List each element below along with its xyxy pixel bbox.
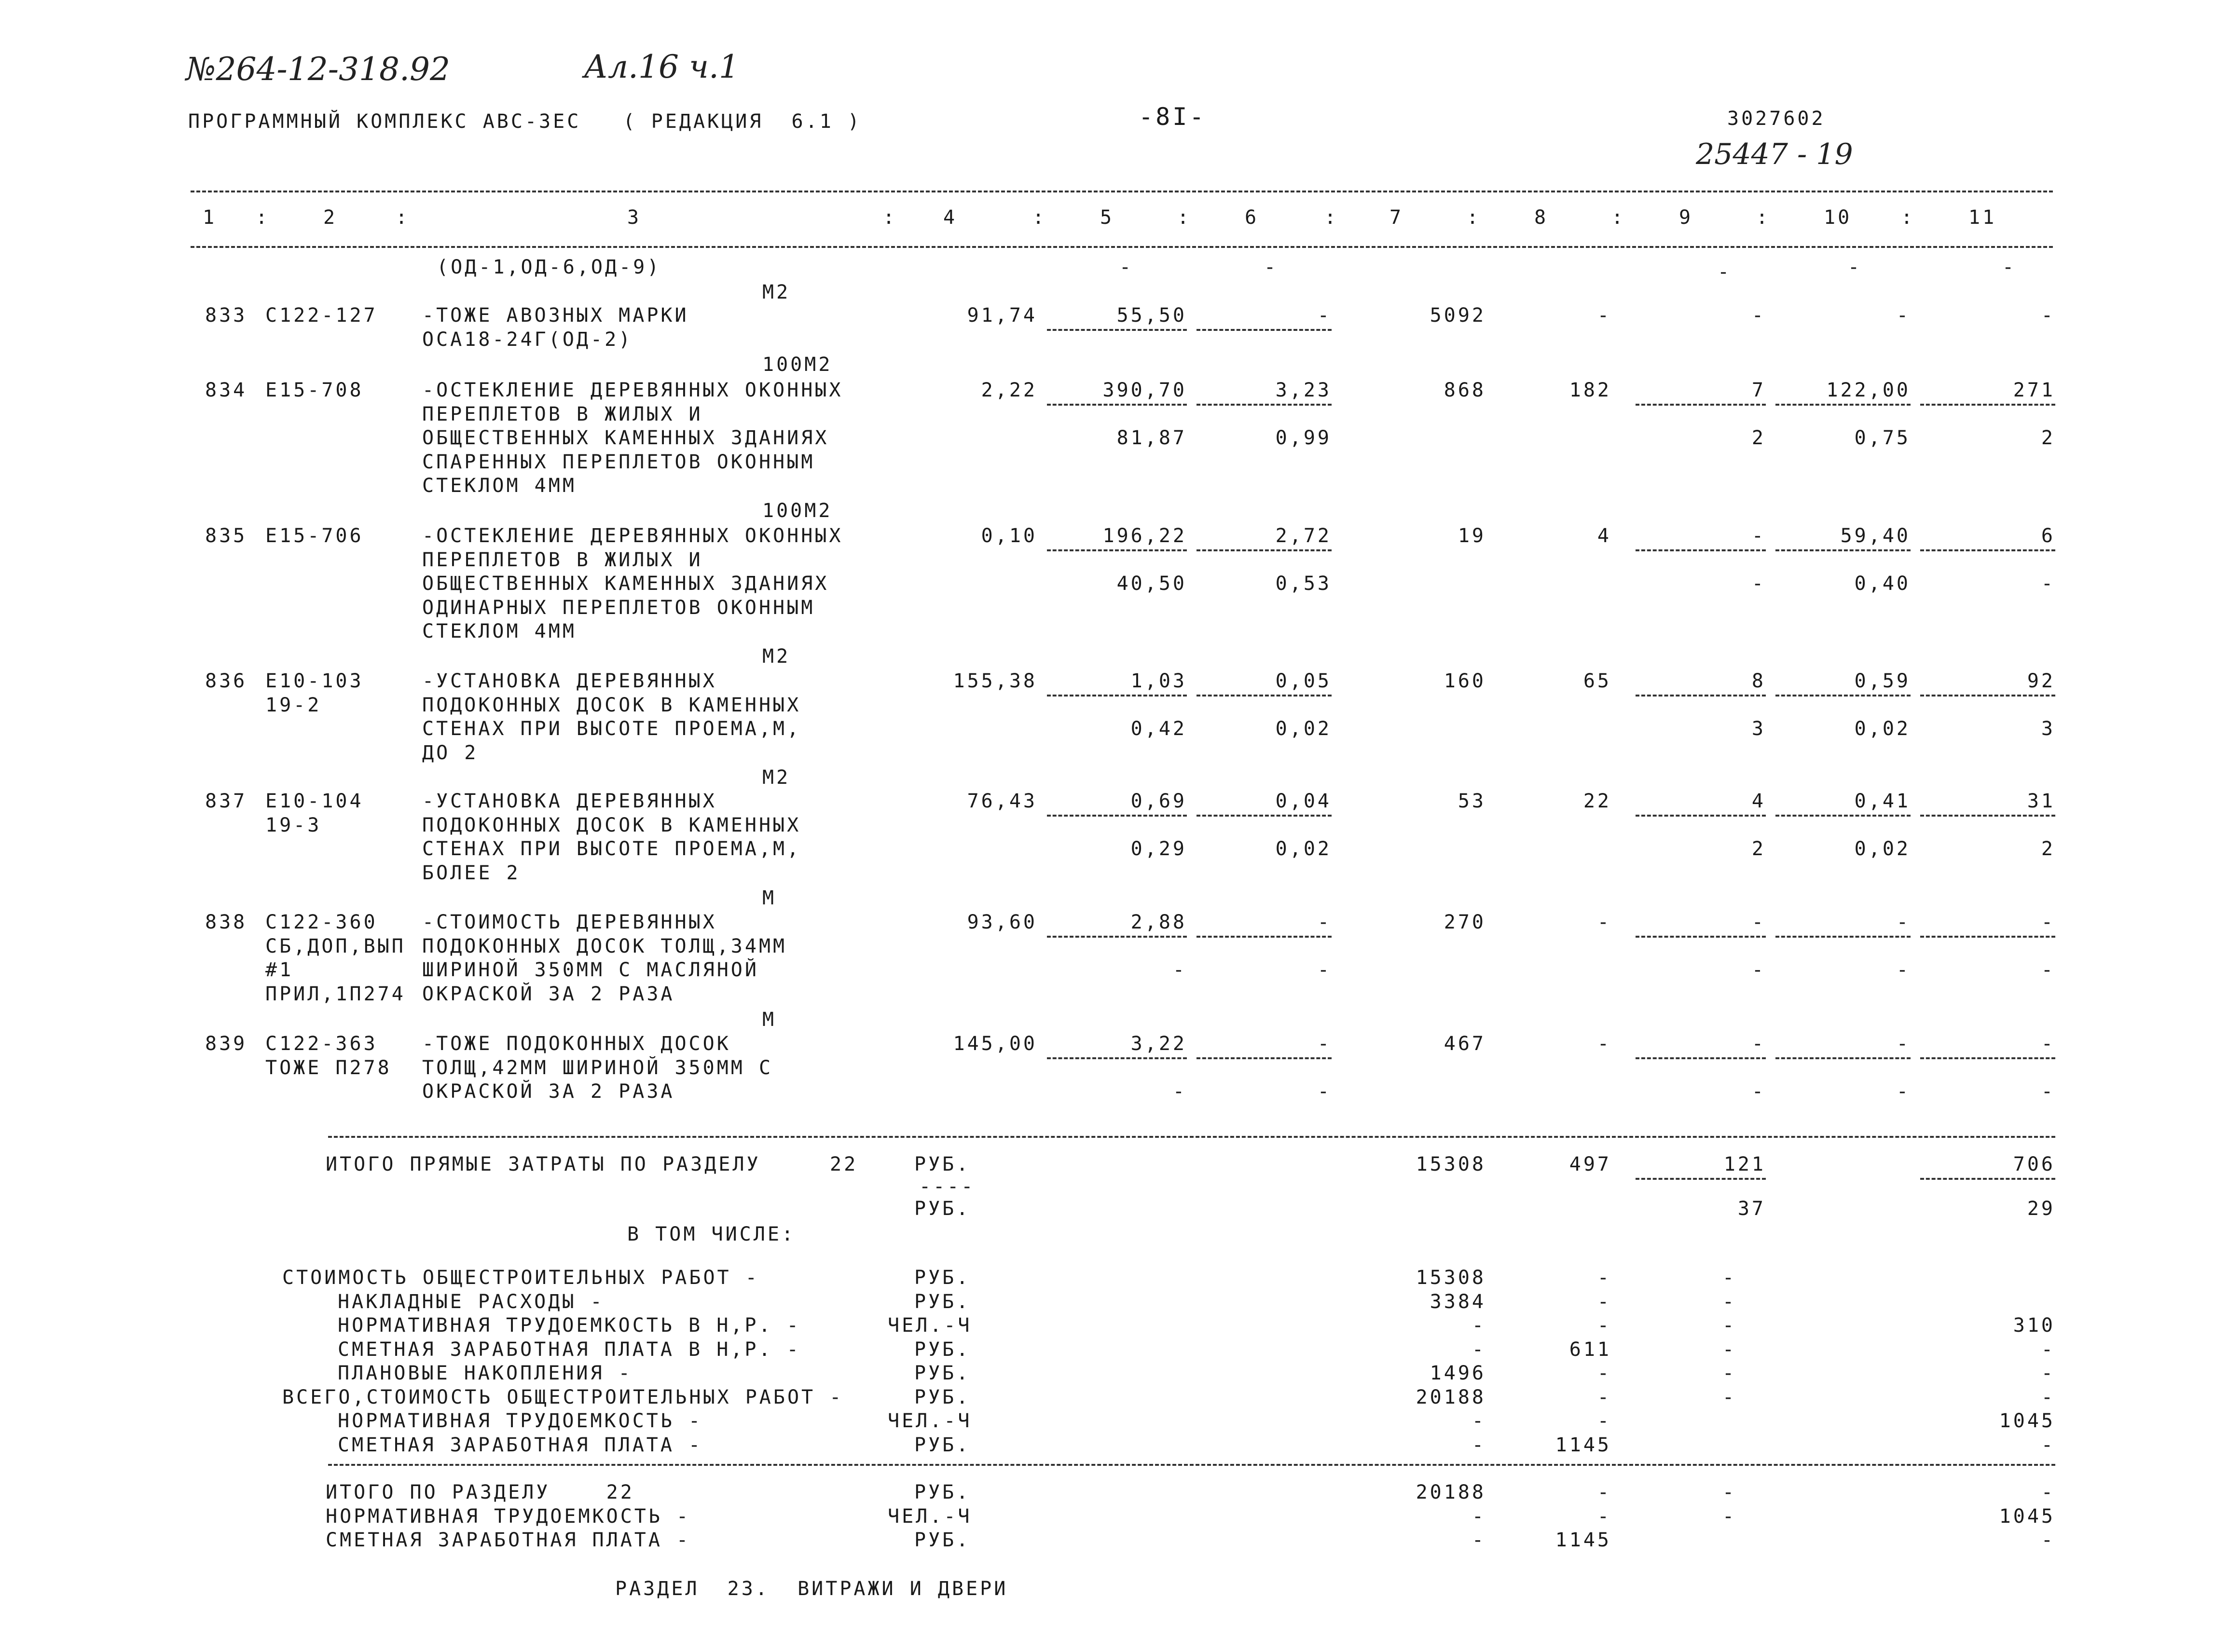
labour-total-lower: 3: [2041, 718, 2055, 740]
unit-dash: ----: [919, 1175, 976, 1198]
machine-cost: -: [1722, 1481, 1737, 1503]
row-sub-rule: [1197, 404, 1332, 406]
row-sub-rule: [1047, 1057, 1187, 1059]
unit-label: РУБ.: [914, 1362, 971, 1384]
unit-label: РУБ.: [914, 1481, 971, 1503]
total-cost: 15308: [1416, 1153, 1486, 1175]
column-separator: :: [1901, 206, 1915, 229]
labour-total-lower: 29: [2027, 1198, 2055, 1220]
labour-total: 706: [2013, 1153, 2055, 1175]
column-header: 11: [1968, 206, 1997, 229]
row-sub-rule: [1920, 936, 2055, 938]
machine-wages: 3: [1751, 718, 1766, 740]
unit-machine-wages: -: [1317, 959, 1332, 981]
machine-wages: -: [1751, 959, 1766, 981]
machine-cost: -: [1722, 1290, 1737, 1313]
rate-code: ТОЖЕ П278: [265, 1056, 392, 1079]
unit-label: ЧЕЛ.-Ч: [888, 1505, 972, 1528]
labour-rate-lower: -: [1896, 959, 1911, 981]
unit-machine-wages: 0,99: [1275, 427, 1332, 449]
breakdown-label: СТОИМОСТЬ ОБЩЕСТРОИТЕЛЬНЫХ РАБОТ -: [282, 1267, 759, 1289]
labour-total: -: [2041, 1434, 2055, 1456]
wages-cost: 65: [1583, 670, 1611, 692]
work-description: ОКРАСКОЙ ЗА 2 РАЗА: [422, 1080, 675, 1103]
breakdown-label: ВСЕГО,СТОИМОСТЬ ОБЩЕСТРОИТЕЛЬНЫХ РАБОТ -: [282, 1386, 844, 1408]
quantity: 93,60: [967, 911, 1037, 933]
total-cost: -: [1472, 1529, 1486, 1551]
next-section-title: РАЗДЕЛ 23. ВИТРАЖИ И ДВЕРИ: [615, 1578, 1008, 1600]
cell: -: [2002, 256, 2017, 278]
machine-cost: -: [1722, 1386, 1737, 1408]
row-sub-rule: [1775, 549, 1911, 551]
section-number: 22: [830, 1153, 858, 1175]
labour-total-lower: -: [2041, 1080, 2055, 1103]
labour-rate: 59,40: [1840, 525, 1911, 547]
unit-price: 0,69: [1130, 790, 1187, 812]
labour-total: 92: [2027, 670, 2055, 692]
unit-machine-cost: 0,05: [1275, 670, 1332, 692]
machine-cost: -: [1722, 1362, 1737, 1384]
work-description: -ОСТЕКЛЕНИЕ ДЕРЕВЯННЫХ ОКОННЫХ: [422, 525, 843, 547]
unit-price-wages: -: [1172, 1080, 1187, 1103]
final-total-rule: [328, 1464, 2055, 1466]
unit-label: РУБ.: [914, 1386, 971, 1408]
work-description: ПОДОКОННЫХ ДОСОК ТОЛЩ,34ММ: [422, 935, 787, 957]
unit-machine-wages: 0,53: [1275, 573, 1332, 595]
unit-machine-wages: 0,02: [1275, 838, 1332, 860]
row-sub-rule: [1047, 549, 1187, 551]
labour-total: -: [2041, 304, 2055, 327]
breakdown-label: НОРМАТИВНАЯ ТРУДОЕМКОСТЬ В Н,Р. -: [338, 1314, 801, 1337]
row-sub-rule: [1636, 1057, 1766, 1059]
row-sub-rule: [1920, 695, 2055, 696]
row-sub-rule: [1047, 695, 1187, 696]
total-cost: 5092: [1430, 304, 1486, 327]
machine-wages: 2: [1751, 427, 1766, 449]
labour-total: -: [2041, 1033, 2055, 1055]
labour-total: 31: [2027, 790, 2055, 812]
total-cost: 20188: [1416, 1481, 1486, 1503]
wages-cost: -: [1597, 1410, 1611, 1432]
labour-total: -: [2041, 1362, 2055, 1384]
unit-machine-wages: -: [1317, 1080, 1332, 1103]
rate-code: С122-360: [265, 911, 378, 933]
work-description: -УСТАНОВКА ДЕРЕВЯННЫХ: [422, 790, 717, 812]
total-cost: 868: [1444, 379, 1486, 401]
column-separator: :: [1032, 206, 1047, 229]
labour-total: 6: [2041, 525, 2055, 547]
machine-cost: -: [1722, 1267, 1737, 1289]
breakdown-label: СМЕТНАЯ ЗАРАБОТНАЯ ПЛАТА В Н,Р. -: [338, 1338, 801, 1361]
wages-cost: -: [1597, 1033, 1611, 1055]
row-sub-rule: [1775, 404, 1911, 406]
rate-code: ПРИЛ,1П274: [265, 983, 406, 1005]
doc-code: 3027602: [1727, 108, 1826, 130]
total-cost: 160: [1444, 670, 1486, 692]
unit-label: РУБ.: [914, 1434, 971, 1456]
quantity: 155,38: [953, 670, 1037, 692]
wages-cost: -: [1597, 1267, 1611, 1289]
machine-cost: -: [1751, 525, 1766, 547]
row-number: 838: [205, 911, 248, 933]
row-sub-rule: [1636, 404, 1766, 406]
total-cost: 270: [1444, 911, 1486, 933]
unit-machine-cost: 2,72: [1275, 525, 1332, 547]
labour-total-lower: -: [2041, 959, 2055, 981]
unit-price: 196,22: [1102, 525, 1187, 547]
unit-machine-cost: 0,04: [1275, 790, 1332, 812]
unit-price-wages: 40,50: [1116, 573, 1187, 595]
cell: -: [1848, 256, 1862, 278]
unit-price: 1,03: [1130, 670, 1187, 692]
rate-code: С122-363: [265, 1033, 378, 1055]
unit-label: РУБ.: [914, 1529, 971, 1551]
work-description: ПЕРЕПЛЕТОВ В ЖИЛЫХ И: [422, 548, 703, 571]
column-header: 10: [1824, 206, 1852, 229]
work-description: БОЛЕЕ 2: [422, 861, 521, 884]
unit-label: РУБ.: [914, 1153, 971, 1175]
machine-cost: -: [1751, 304, 1766, 327]
unit-label: 100М2: [762, 354, 833, 376]
row-sub-rule: [1775, 936, 1911, 938]
rate-code: Е10-103: [265, 670, 364, 692]
unit-label: ЧЕЛ.-Ч: [888, 1410, 972, 1432]
row-sub-rule: [1636, 815, 1766, 817]
column-header: 2: [323, 206, 338, 229]
unit-machine-wages: 0,02: [1275, 718, 1332, 740]
row-sub-rule: [1920, 549, 2055, 551]
unit-label: РУБ.: [914, 1338, 971, 1361]
column-separator: :: [256, 206, 270, 229]
row-sub-rule: [1197, 815, 1332, 817]
column-header: 4: [943, 206, 958, 229]
row-sub-rule: [1197, 936, 1332, 938]
unit-price-wages: 81,87: [1116, 427, 1187, 449]
unit-machine-cost: 3,23: [1275, 379, 1332, 401]
work-description: ОБЩЕСТВЕННЫХ КАМЕННЫХ ЗДАНИЯХ: [422, 427, 829, 449]
row-sub-rule: [1920, 404, 2055, 406]
wages-cost: -: [1597, 304, 1611, 327]
work-description: ПОДОКОННЫХ ДОСОК В КАМЕННЫХ: [422, 694, 801, 716]
machine-cost: -: [1722, 1338, 1737, 1361]
unit-label: М2: [762, 645, 791, 668]
row-number: 833: [205, 304, 248, 327]
section-total-rule: [328, 1136, 2055, 1138]
unit-label: М2: [762, 766, 791, 789]
final-total-label: СМЕТНАЯ ЗАРАБОТНАЯ ПЛАТА -: [326, 1529, 691, 1551]
labour-total: 1045: [1999, 1410, 2055, 1432]
breakdown-label: СМЕТНАЯ ЗАРАБОТНАЯ ПЛАТА -: [338, 1434, 703, 1456]
machine-cost: 121: [1723, 1153, 1766, 1175]
labour-rate: 0,41: [1854, 790, 1911, 812]
program-title: ПРОГРАММНЫЙ КОМПЛЕКС АВС-ЗЕС ( РЕДАКЦИЯ 6.1 ): [188, 110, 862, 133]
unit-price-wages: -: [1172, 959, 1187, 981]
rate-code: С122-127: [265, 304, 378, 327]
unit-price: 55,50: [1116, 304, 1187, 327]
handwritten-code: 25447 - 19: [1696, 137, 1853, 171]
total-cost: -: [1472, 1434, 1486, 1456]
row-sub-rule: [1920, 1178, 2055, 1180]
column-header: 9: [1679, 206, 1693, 229]
column-separator: :: [883, 206, 897, 229]
machine-wages: -: [1751, 1080, 1766, 1103]
work-description: -СТОИМОСТЬ ДЕРЕВЯННЫХ: [422, 911, 717, 933]
breakdown-label: ПЛАНОВЫЕ НАКОПЛЕНИЯ -: [338, 1362, 633, 1384]
work-description: ДО 2: [422, 741, 479, 764]
column-separator: :: [1611, 206, 1626, 229]
total-cost: 53: [1458, 790, 1486, 812]
row-sub-rule: [1775, 815, 1911, 817]
work-description: СТЕНАХ ПРИ ВЫСОТЕ ПРОЕМА,М,: [422, 718, 801, 740]
wages-cost: 22: [1583, 790, 1611, 812]
wages-cost: 4: [1597, 525, 1611, 547]
machine-wages: 37: [1737, 1198, 1766, 1220]
breakdown-label: НОРМАТИВНАЯ ТРУДОЕМКОСТЬ -: [338, 1410, 703, 1432]
total-cost: 15308: [1416, 1267, 1486, 1289]
cell: -: [1119, 256, 1134, 278]
unit-label: РУБ.: [914, 1267, 971, 1289]
labour-total: 271: [2013, 379, 2055, 401]
unit-label: М2: [762, 281, 791, 303]
labour-rate: -: [1896, 1033, 1911, 1055]
work-description: -ТОЖЕ АВОЗНЫХ МАРКИ: [422, 304, 689, 327]
column-separator: :: [396, 206, 410, 229]
rate-code: 19-3: [265, 814, 322, 836]
machine-cost: 8: [1751, 670, 1766, 692]
quantity: 2,22: [981, 379, 1037, 401]
labour-rate: -: [1896, 304, 1911, 327]
row-sub-rule: [1636, 1178, 1766, 1180]
work-description: ПОДОКОННЫХ ДОСОК В КАМЕННЫХ: [422, 814, 801, 836]
work-description: СТЕКЛОМ 4ММ: [422, 620, 577, 642]
rate-code: Е10-104: [265, 790, 364, 812]
cell: -: [1264, 256, 1279, 278]
labour-total: -: [2041, 911, 2055, 933]
total-cost: 19: [1458, 525, 1486, 547]
unit-label: М: [762, 1009, 777, 1031]
labour-total: -: [2041, 1481, 2055, 1503]
labour-rate: -: [1896, 911, 1911, 933]
unit-price: 3,22: [1130, 1033, 1187, 1055]
row-number: 835: [205, 525, 248, 547]
unit-price: 2,88: [1130, 911, 1187, 933]
labour-total-lower: 2: [2041, 838, 2055, 860]
column-separator: :: [1324, 206, 1339, 229]
total-cost: 467: [1444, 1033, 1486, 1055]
rate-code: Е15-706: [265, 525, 364, 547]
including-label: В ТОМ ЧИСЛЕ:: [627, 1223, 796, 1245]
wages-cost: 1145: [1555, 1529, 1611, 1551]
labour-rate: 0,59: [1854, 670, 1911, 692]
unit-label: ЧЕЛ.-Ч: [888, 1314, 972, 1337]
carry-over-text: (ОД-1,ОД-6,ОД-9): [437, 256, 661, 278]
machine-cost: -: [1751, 911, 1766, 933]
final-total-label: ИТОГО ПО РАЗДЕЛУ 22: [326, 1481, 634, 1503]
row-sub-rule: [1636, 695, 1766, 696]
wages-cost: -: [1597, 1386, 1611, 1408]
handwritten-ref: №264-12-318.92: [186, 51, 450, 88]
work-description: СТЕКЛОМ 4ММ: [422, 475, 577, 497]
row-number: 837: [205, 790, 248, 812]
machine-wages: -: [1751, 573, 1766, 595]
column-header: 5: [1100, 206, 1114, 229]
rate-code: СБ,ДОП,ВЫП: [265, 935, 406, 957]
labour-rate: 122,00: [1826, 379, 1911, 401]
column-header: 8: [1534, 206, 1549, 229]
work-description: ШИРИНОЙ 350ММ С МАСЛЯНОЙ: [422, 959, 759, 981]
row-number: 839: [205, 1033, 248, 1055]
labour-total: 310: [2013, 1314, 2055, 1337]
unit-label: РУБ.: [914, 1290, 971, 1313]
total-cost: -: [1472, 1338, 1486, 1361]
work-description: СТЕНАХ ПРИ ВЫСОТЕ ПРОЕМА,М,: [422, 838, 801, 860]
row-sub-rule: [1197, 1057, 1332, 1059]
machine-wages: 2: [1751, 838, 1766, 860]
unit-label: РУБ.: [914, 1198, 971, 1220]
machine-cost: -: [1722, 1505, 1737, 1528]
column-separator: :: [1467, 206, 1481, 229]
column-header: 7: [1389, 206, 1404, 229]
labour-total-lower: 2: [2041, 427, 2055, 449]
work-description: -ТОЖЕ ПОДОКОННЫХ ДОСОК: [422, 1033, 731, 1055]
quantity: 76,43: [967, 790, 1037, 812]
unit-label: 100М2: [762, 500, 833, 522]
total-cost: 1496: [1430, 1362, 1486, 1384]
quantity: 145,00: [953, 1033, 1037, 1055]
row-sub-rule: [1636, 936, 1766, 938]
row-sub-rule: [1197, 329, 1332, 331]
section-total-label: ИТОГО ПРЯМЫЕ ЗАТРАТЫ ПО РАЗДЕЛУ: [326, 1153, 761, 1175]
work-description: -ОСТЕКЛЕНИЕ ДЕРЕВЯННЫХ ОКОННЫХ: [422, 379, 843, 401]
column-separator: :: [1177, 206, 1192, 229]
labour-rate-lower: 0,40: [1854, 573, 1911, 595]
unit-label: М: [762, 887, 777, 909]
wages-cost: 611: [1569, 1338, 1611, 1361]
total-cost: 20188: [1416, 1386, 1486, 1408]
column-header: 6: [1245, 206, 1259, 229]
row-sub-rule: [1197, 549, 1332, 551]
wages-cost: -: [1597, 1505, 1611, 1528]
wages-cost: 182: [1569, 379, 1611, 401]
labour-total-lower: -: [2041, 573, 2055, 595]
quantity: 91,74: [967, 304, 1037, 327]
breakdown-label: НАКЛАДНЫЕ РАСХОДЫ -: [338, 1290, 605, 1313]
row-sub-rule: [1047, 936, 1187, 938]
work-description: ОСА18-24Г(ОД-2): [422, 328, 633, 351]
column-separator: :: [1756, 206, 1771, 229]
wages-cost: 1145: [1555, 1434, 1611, 1456]
row-sub-rule: [1775, 695, 1911, 696]
labour-total: -: [2041, 1338, 2055, 1361]
wages-cost: -: [1597, 1481, 1611, 1503]
wages-cost: -: [1597, 1362, 1611, 1384]
row-sub-rule: [1047, 815, 1187, 817]
labour-total: 1045: [1999, 1505, 2055, 1528]
quantity: 0,10: [981, 525, 1037, 547]
work-description: ТОЛЩ,42ММ ШИРИНОЙ 350ММ С: [422, 1056, 773, 1079]
handwritten-album: Ал.16 ч.1: [584, 48, 739, 85]
unit-price-wages: 0,29: [1130, 838, 1187, 860]
row-sub-rule: [1920, 1057, 2055, 1059]
total-cost: -: [1472, 1314, 1486, 1337]
unit-machine-cost: -: [1317, 304, 1332, 327]
total-cost: 3384: [1430, 1290, 1486, 1313]
table-header-rule: [191, 246, 2053, 248]
row-sub-rule: [1775, 1057, 1911, 1059]
cell: -: [1718, 261, 1732, 283]
rate-code: 19-2: [265, 694, 322, 716]
final-total-label: НОРМАТИВНАЯ ТРУДОЕМКОСТЬ -: [326, 1505, 691, 1528]
work-description: ОДИНАРНЫХ ПЕРЕПЛЕТОВ ОКОННЫМ: [422, 596, 815, 619]
labour-rate-lower: 0,02: [1854, 838, 1911, 860]
row-sub-rule: [1047, 329, 1187, 331]
machine-cost: -: [1751, 1033, 1766, 1055]
row-sub-rule: [1197, 695, 1332, 696]
column-header: 3: [627, 206, 642, 229]
table-top-rule: [191, 191, 2053, 192]
work-description: ОБЩЕСТВЕННЫХ КАМЕННЫХ ЗДАНИЯХ: [422, 573, 829, 595]
labour-rate-lower: 0,75: [1854, 427, 1911, 449]
wages-cost: -: [1597, 911, 1611, 933]
column-header: 1: [203, 206, 217, 229]
row-sub-rule: [1636, 549, 1766, 551]
rate-code: Е15-708: [265, 379, 364, 401]
unit-price: 390,70: [1102, 379, 1187, 401]
unit-machine-cost: -: [1317, 911, 1332, 933]
unit-price-wages: 0,42: [1130, 718, 1187, 740]
labour-rate-lower: 0,02: [1854, 718, 1911, 740]
work-description: -УСТАНОВКА ДЕРЕВЯННЫХ: [422, 670, 717, 692]
page-number: -8I-: [1139, 103, 1207, 131]
total-cost: -: [1472, 1505, 1486, 1528]
machine-cost: 4: [1751, 790, 1766, 812]
unit-machine-cost: -: [1317, 1033, 1332, 1055]
labour-total: -: [2041, 1386, 2055, 1408]
labour-total: -: [2041, 1529, 2055, 1551]
work-description: ОКРАСКОЙ ЗА 2 РАЗА: [422, 983, 675, 1005]
row-number: 836: [205, 670, 248, 692]
machine-cost: -: [1722, 1314, 1737, 1337]
wages-cost: 497: [1569, 1153, 1611, 1175]
wages-cost: -: [1597, 1314, 1611, 1337]
row-sub-rule: [1920, 815, 2055, 817]
labour-rate-lower: -: [1896, 1080, 1911, 1103]
work-description: СПАРЕННЫХ ПЕРЕПЛЕТОВ ОКОННЫМ: [422, 451, 815, 473]
total-cost: -: [1472, 1410, 1486, 1432]
rate-code: #1: [265, 959, 294, 981]
row-number: 834: [205, 379, 248, 401]
machine-cost: 7: [1751, 379, 1766, 401]
wages-cost: -: [1597, 1290, 1611, 1313]
row-sub-rule: [1047, 404, 1187, 406]
work-description: ПЕРЕПЛЕТОВ В ЖИЛЫХ И: [422, 403, 703, 425]
